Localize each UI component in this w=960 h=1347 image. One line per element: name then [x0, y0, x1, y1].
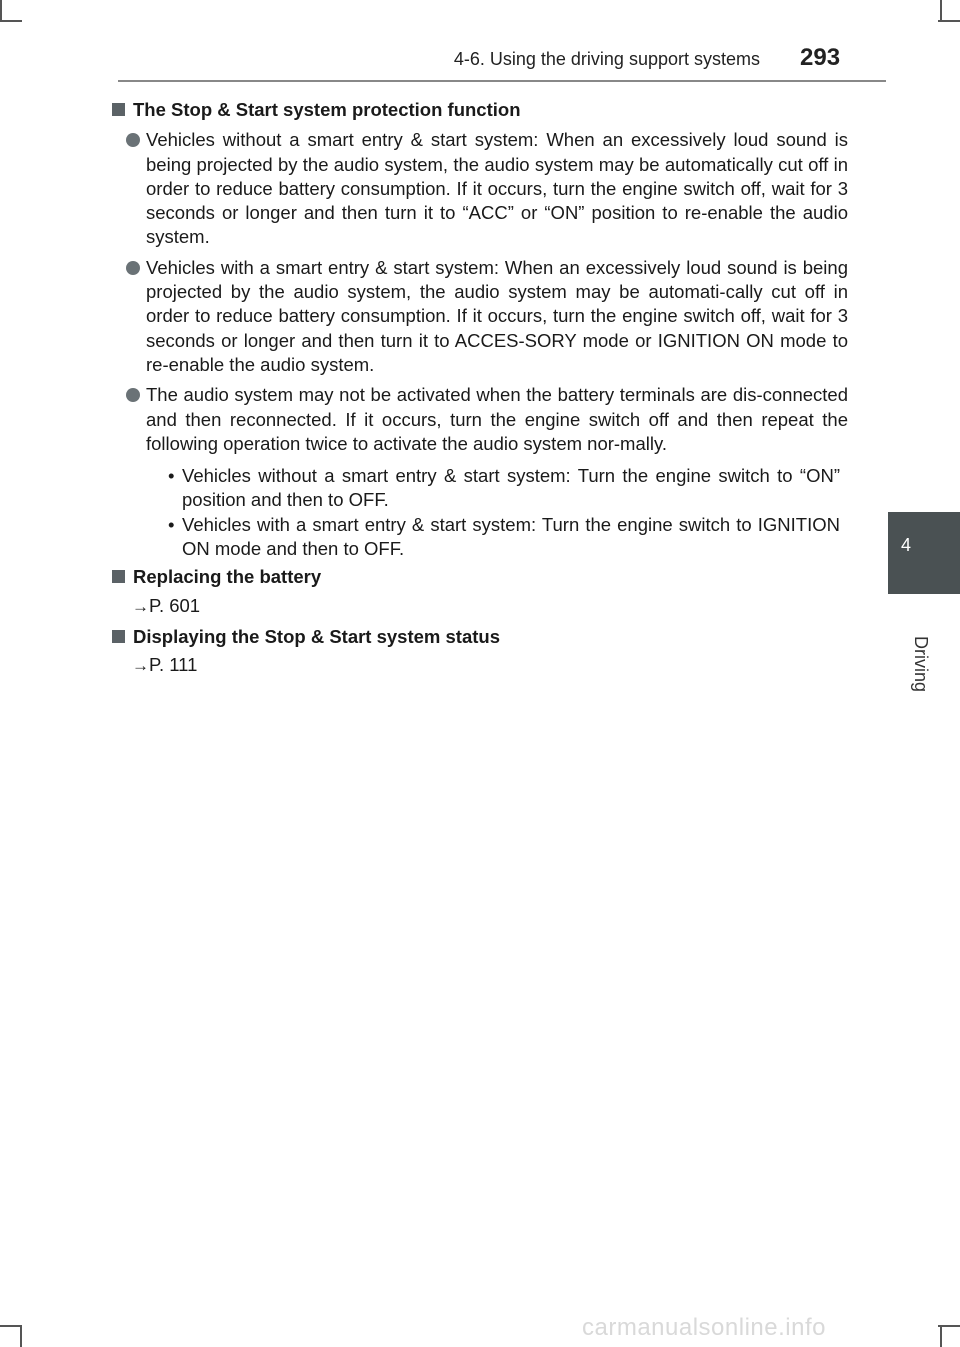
list-item-text: The audio system may not be activated when the battery terminals are dis-connected and then reconnected. If it occurs, turn the engine switch off and then repeat the following operation twice to activate the audio system nor-mally. — [146, 384, 848, 454]
section-heading — [112, 625, 848, 649]
page-reference[interactable] — [132, 653, 848, 678]
round-bullet-icon — [126, 133, 140, 147]
arrow-right-icon: → — [132, 596, 149, 616]
crop-mark — [0, 20, 22, 22]
crop-mark — [940, 1325, 942, 1347]
list-item — [112, 383, 848, 456]
section-heading — [112, 98, 848, 122]
heading-text: Replacing the battery — [133, 566, 322, 588]
sub-bullet-mark: • — [168, 513, 175, 535]
square-bullet-icon — [112, 630, 125, 643]
chapter-label: Driving — [911, 636, 931, 693]
sub-list — [154, 464, 840, 561]
list-item — [112, 256, 848, 377]
square-bullet-icon — [112, 570, 125, 583]
crop-mark — [940, 0, 942, 22]
crop-mark — [0, 1325, 22, 1327]
sub-bullet-mark: • — [168, 465, 175, 487]
heading-text: The Stop & Start system protection function — [133, 99, 521, 120]
section-title: 4-6. Using the driving support systems — [453, 49, 760, 69]
sub-list-item — [154, 513, 840, 562]
chapter-number: 4 — [900, 535, 911, 555]
round-bullet-icon — [126, 388, 140, 402]
chapter-tab-rule — [888, 592, 960, 594]
sub-list-item-text: Vehicles with a smart entry & start system: Turn the engine switch to IGNITION ON mode and then to OFF. — [182, 513, 840, 560]
sub-list-item-text: Vehicles without a smart entry & start system: Turn the engine switch to “ON” position and then to OFF. — [182, 465, 840, 511]
page-reference-text: P. 601 — [149, 594, 201, 616]
list-item — [112, 128, 848, 249]
header-rule — [118, 80, 886, 82]
page-number: 293 — [800, 44, 841, 71]
watermark-text: carmanualsonline.info — [582, 1314, 826, 1341]
sub-list-item — [154, 464, 840, 513]
section-heading — [112, 565, 848, 589]
round-bullet-icon — [126, 261, 140, 275]
page-reference[interactable] — [132, 594, 848, 619]
list-item-text: Vehicles without a smart entry & start system: When an excessively loud sound is being projected by the audio system, the audio system may be automatically cut off in order to reduce battery consumption. If it occurs, turn the engine switch off, wait for 3 seconds or longer and then turn it to “ACC” or “ON” position to re-enable the audio system. — [146, 129, 848, 248]
crop-mark — [20, 1325, 22, 1347]
heading-text: Displaying the Stop & Start system status — [133, 625, 501, 647]
page-reference-text: P. 111 — [149, 654, 198, 676]
crop-mark — [0, 0, 2, 22]
arrow-right-icon: → — [132, 656, 149, 676]
list-item-text: Vehicles with a smart entry & start system: When an excessively loud sound is being projected by the audio system, the audio system may be automati-cally cut off in order to reduce battery consumption. If it occurs, turn the engine switch off, wait for 3 seconds or longer and then turn it to ACCES-SORY mode or IGNITION ON mode to re-enable the audio system. — [146, 256, 848, 375]
page-content — [112, 92, 848, 679]
square-bullet-icon — [112, 103, 125, 116]
